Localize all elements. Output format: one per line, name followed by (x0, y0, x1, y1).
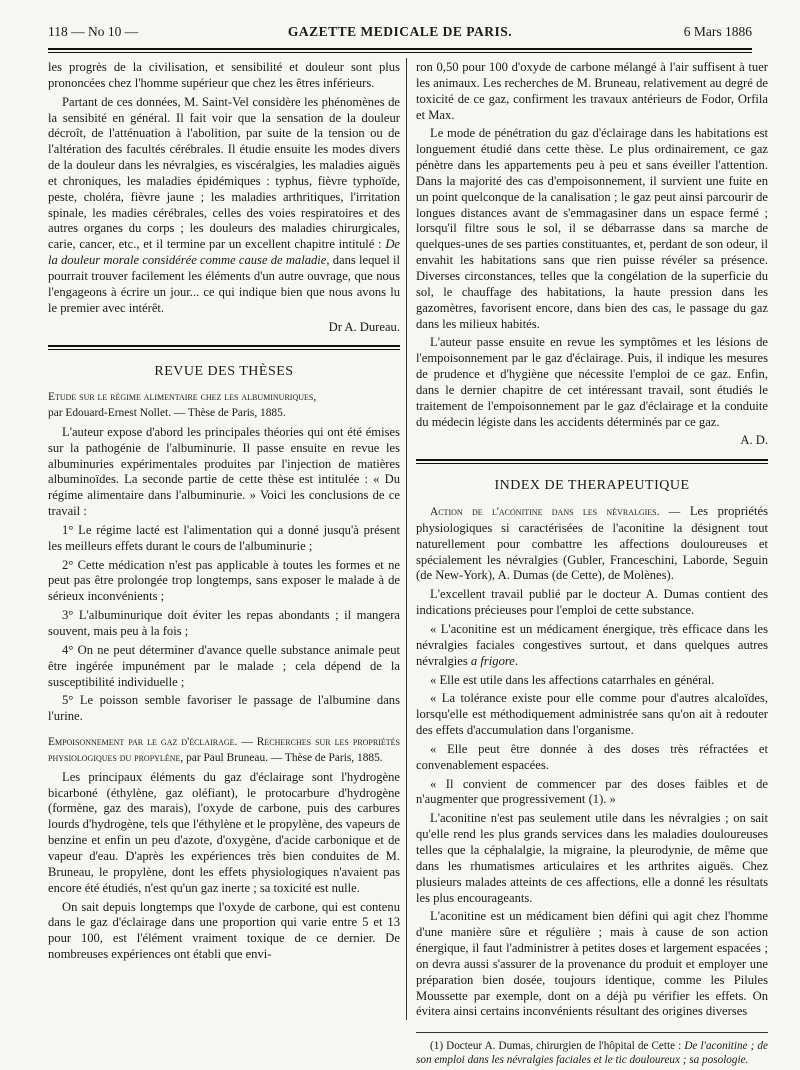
review-heading: Etude sur le régime alimentaire chez les albuminuriques, par Edouard-Ernest Nollet. — Thèse de Paris, 1885. (48, 391, 317, 420)
section-rule-thin (48, 349, 400, 350)
page-number: 118 — No 10 — (48, 24, 139, 39)
quote: « L'aconitine est un médicament énergique, très efficace dans les névralgies faciales congestives surtout, et dans quelques autres névralgies a frigore. (416, 622, 768, 668)
article-heading: Action de l'aconitine dans les névralgies. — (430, 506, 681, 519)
paragraph: L'auteur passe ensuite en revue les symptômes et les lésions de l'empoisonnement par le gaz d'éclairage. Puis, il indique les mesures de prudence et d'hygiène que nécessite l'emploi de ce gaz. Enfin, dans le dernier chapitre de cet intéressant travail, sont étudiés le traitement de l'empoisonnement par le gaz d'éclairage et la conduite du médecin légiste dans les accidents déterminés par ce gaz. (416, 335, 768, 429)
conclusion-item: 4° On ne peut déterminer d'avance quelle substance animale peut être ingérée impunément par le malade ; cela dépend de la susceptibilité individuelle ; (48, 642, 400, 689)
paragraph: L'auteur expose d'abord les principales théories qui ont été émises sur la pathogénie de l'albuminurie. Il passe ensuite en revue les albuminuries expérimentales produites par l'injection de matières albuminoïdes. La seconde partie de cette thèse est intitulée : « Du régime alimentaire dans l'albuminurie. » Voici les conclusions de ce travail : (48, 424, 400, 519)
quote: « Elle peut être donnée à des doses très réfractées et convenablement espacées. (416, 741, 768, 772)
chapter-title: De la douleur morale considérée comme cause de maladie (48, 237, 400, 268)
conclusion-item: 5° Le poisson semble favoriser le passage de l'albumine dans l'urine. (48, 693, 400, 724)
paragraph: Partant de ces données, M. Saint-Vel considère les phénomènes de la sensibité en général. Il fait voir que la sensation de la douleur décroît, de l'atténuation à l'abolition, par suite de la tension ou de l'altération des facultés cérébrales. Il étudie ensuite les modes divers de la douleur dans les névralgies, es viscéralgies, les maladies aiguës et chroniques, les maladies épidémiques : typhus, fièvre typhoïde, peste, choléra, fièvre jaune ; les maladies arthritiques, l'irritation spinale, les madies cérébrales, celles des voies respiratoires et des autres organes du corps ; les douleurs des maladies chirurgicales, carie, cancer, etc., et il termine par un excellent chapitre intitulé : De la douleur morale considérée comme cause de maladie, dans lequel il pourrait trouver facilement les éléments d'un autre ouvrage, que nous l'engageons à écrire un jour... ce qui indique bien que nous avons lu le premier avec intérêt. (48, 94, 400, 315)
quote: « Il convient de commencer par des doses faibles et de n'augmenter que progressivement (1). » (416, 776, 768, 807)
section-rule (48, 345, 400, 347)
paragraph: Le mode de pénétration du gaz d'éclairage dans les habitations est longuement étudié dans cette thèse. Le plus ordinairement, ce gaz pénètre dans les appartements peu à peu et sans éveiller l'attention. Dans la majorité des cas d'empoisonnement, il survient une fuite en un point quelconque de la canalisation ; le gaz peut ainsi parcourir de longues distances avant de s'emmagasiner dans un espace fermé ; lorsqu'il filtre sous le sol, il se débarrasse dans sa marche de quelques-unes de ses parties constituantes, et, perdant de son odeur, il envahit les habitations sans que rien puisse révéler sa présence. Diverses circonstances, telles que la congélation de la superficie du sol, le chauffage des habitations, la haute pression dans les gazomètres, favorisent encore, dans bien des cas, le passage du gaz dans les milieux habités. (416, 126, 768, 331)
paragraph: L'aconitine est un médicament bien défini qui agit chez l'homme d'une manière sûre et régulière ; mais à cause de son action énergique, il faut l'administrer à petites doses et largement espacées ; on devra aussi s'assurer de la provenance du produit et employer une préparation bien dosée, toujours identique, comme les Pilules Moussette par exemple, dont on a déjà pu vérifier les effets. On évitera ainsi certains inconvénients résultant des origines diverses (416, 909, 768, 1019)
issue-date: 6 Mars 1886 (683, 24, 752, 39)
footnote: (1) Docteur A. Dumas, chirurgien de l'hôpital de Cette : De l'aconitine ; de son emploi dans les névralgies faciales et le tic douloureux ; sa posologie. (416, 1040, 768, 1067)
paragraph: L'aconitine n'est pas seulement utile dans les névralgies ; on sait qu'elle rend les plus grands services dans les maladies douloureuses telles que la céphalalgie, la migraine, la pleurodynie, de même que dans les rhumatismes articulaires et les arthrites aiguës. Chez plusieurs malades atteints de ces affections, elle a donné les résultats les plus encourageants. (416, 811, 768, 905)
header-rule (48, 48, 752, 50)
section-title: INDEX DE THERAPEUTIQUE (494, 478, 690, 494)
left-column (48, 60, 400, 966)
page-header (48, 24, 752, 46)
section-rule (416, 459, 768, 461)
paragraph: On sait depuis longtemps que l'oxyde de carbone, qui est contenu dans le gaz d'éclairage dans une proportion qui varie entre 5 et 13 pour 100, est l'élément vraiment toxique de ce dernier. De nombreuses expériences ont établi que envi- (48, 899, 400, 962)
quote: « Elle est utile dans les affections catarrhales en général. (430, 672, 715, 687)
conclusion-item: 2° Cette médication n'est pas applicable à toutes les formes et ne peut pas être prolongée trop longtemps, sans exposer le malade à de sérieux inconvénients ; (48, 557, 400, 604)
right-column (416, 60, 768, 1070)
paragraph: L'excellent travail publié par le docteur A. Dumas contient des indications précieuses pour l'emploi de cette substance. (416, 587, 768, 618)
paragraph: ron 0,50 pour 100 d'oxyde de carbone mélangé à l'air suffisent à tuer les animaux. Les recherches de M. Bruneau, relativement au degré de toxicité de ce gaz, confirment les travaux antérieurs de Fodor, Orfila et Max. (416, 60, 768, 122)
conclusion-item: 1° Le régime lacté est l'alimentation qui a donné jusqu'à présent les meilleurs effets durant le cours de l'albuminurie ; (48, 522, 400, 553)
signature: Dr A. Dureau. (328, 319, 400, 334)
header-rule-thin (48, 52, 752, 53)
section-title: REVUE DES THÈSES (154, 364, 294, 380)
quote: « La tolérance existe pour elle comme pour d'autres alcaloïdes, lorsqu'elle est méthodiquement administrée sans qu'on ait à redouter des effets d'accumulation dans l'organisme. (416, 691, 768, 738)
conclusion-item: 3° L'albuminurique doit éviter les repas abondants ; il mangera souvent, mais peu à la fois ; (48, 608, 400, 638)
column-divider (406, 58, 407, 1020)
review-heading: Empoisonnement par le gaz d'éclairage. — Recherches sur les propriétés physiologiques du propylène, par Paul Bruneau. — Thèse de Paris, 1885. (48, 736, 400, 764)
section-rule-thin (416, 463, 768, 464)
paragraph: Action de l'aconitine dans les névralgies. — Les propriétés physiologiques si caractérisées de l'aconitine la désignent tout naturellement pour combattre les affections douloureuses et spécialement les névralgies (Gubler, Franceschini, Laborde, Seguin (de New-York), A. Dumas (de Cette), de Molènes). (416, 504, 768, 583)
footnote-rule (416, 1032, 768, 1033)
journal-title: GAZETTE MEDICALE DE PARIS. (287, 24, 513, 39)
signature: A. D. (740, 433, 768, 448)
paragraph: Les principaux éléments du gaz d'éclairage sont l'hydrogène bicarboné (éthylène, gaz oléfiant), le protocarbure d'hydrogène (formène, gaz des marais), l'oxyde de carbone, puis des carbures lourds d'hydrogène, tels que l'éthylène et le propylène, des vapeurs de benzine et enfin un peu d'azote, d'oxygène, d'acide carbonique et de vapeur d'eau. D'après les expériences très bien conduites de M. Bruneau, le propylène, dont les effets physiologiques n'avaient pas encore été étudiés, n'est qu'un gaz inerte ; sa toxicité est nulle. (48, 769, 400, 895)
paragraph: les progrès de la civilisation, et sensibilité et douleur sont plus prononcées chez l'homme supérieur que chez les êtres inférieurs. (48, 60, 400, 90)
